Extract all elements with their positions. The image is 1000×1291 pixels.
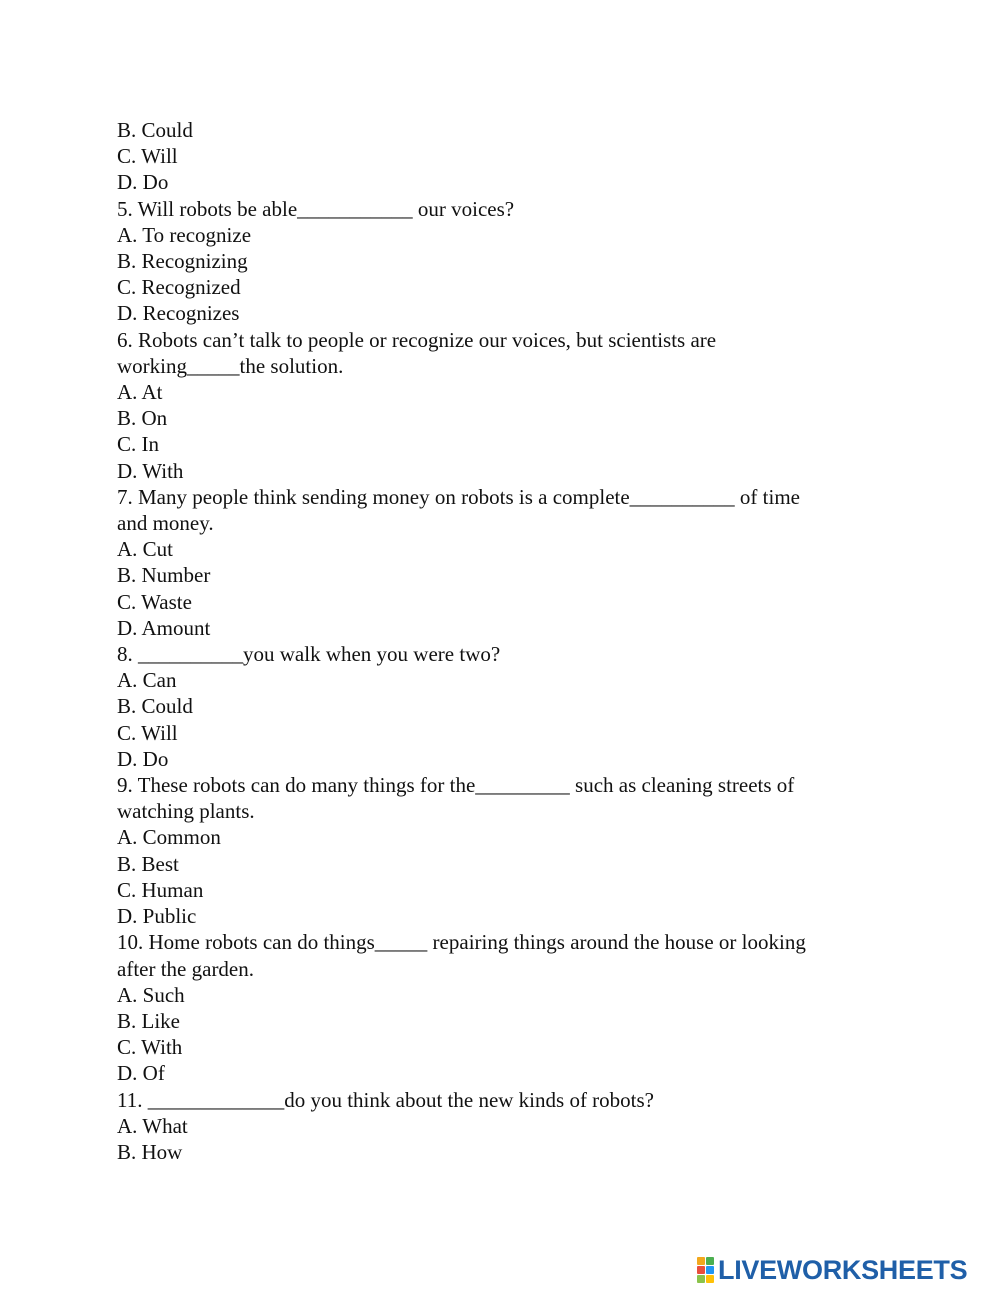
text-line: A. Can <box>117 668 177 693</box>
text-line: D. With <box>117 458 184 483</box>
logo-block <box>706 1257 714 1265</box>
text-line: C. Will <box>117 144 178 169</box>
text-line: C. Recognized <box>117 275 241 300</box>
text-line: and money. <box>117 511 214 536</box>
question-10: 10. Home robots can do things_____ repairing things around the house or looking <box>117 930 806 955</box>
logo-block <box>706 1266 714 1274</box>
question-7: 7. Many people think sending money on robots is a complete__________ of time <box>117 484 800 509</box>
text-line: A. Such <box>117 982 185 1007</box>
text-line: B. Could <box>117 694 193 719</box>
text-line: D. Public <box>117 904 197 929</box>
text-line: B. Could <box>117 118 193 142</box>
text-line: B. Like <box>117 1008 180 1033</box>
logo-block <box>706 1275 714 1283</box>
text-line: C. In <box>117 432 159 457</box>
liveworksheets-logo <box>697 1252 967 1288</box>
text-line: D. Amount <box>117 615 211 640</box>
text-line: B. On <box>117 406 168 431</box>
text-line: B. How <box>117 1139 183 1164</box>
logo-block <box>697 1275 705 1283</box>
question-11: 11. _____________do you think about the new kinds of robots? <box>117 1087 655 1112</box>
text-line: B. Number <box>117 563 211 588</box>
text-line: A. Common <box>117 825 221 850</box>
text-line: A. Cut <box>117 537 174 562</box>
text-line: B. Best <box>117 851 179 876</box>
text-line: B. Recognizing <box>117 249 248 274</box>
text-line: C. Will <box>117 720 178 745</box>
question-8: 8. __________you walk when you were two? <box>117 642 501 667</box>
text-line: A. At <box>117 380 163 405</box>
text-line: A. What <box>117 1113 188 1138</box>
liveworksheets-logo-icon <box>697 1257 714 1283</box>
text-line: working_____the solution. <box>117 353 344 378</box>
logo-wordmark: LIVEWORKSHEETS <box>718 1254 968 1285</box>
logo-block <box>697 1257 705 1265</box>
text-line: D. Of <box>117 1061 165 1086</box>
text-line: C. With <box>117 1035 183 1060</box>
question-9: 9. These robots can do many things for the_________ such as cleaning streets of <box>117 773 795 798</box>
text-line: D. Recognizes <box>117 301 240 326</box>
text-line: C. Waste <box>117 589 192 614</box>
question-6: 6. Robots can’t talk to people or recognize our voices, but scientists are <box>117 327 717 352</box>
question-5: 5. Will robots be able___________ our voices? <box>117 196 515 221</box>
worksheet-text <box>117 117 877 1165</box>
text-line: D. Do <box>117 746 169 771</box>
text-line: watching plants. <box>117 799 255 824</box>
logo-block <box>697 1266 705 1274</box>
text-line: C. Human <box>117 877 204 902</box>
text-line: A. To recognize <box>117 222 252 247</box>
text-line: after the garden. <box>117 956 255 981</box>
text-line: D. Do <box>117 170 169 195</box>
